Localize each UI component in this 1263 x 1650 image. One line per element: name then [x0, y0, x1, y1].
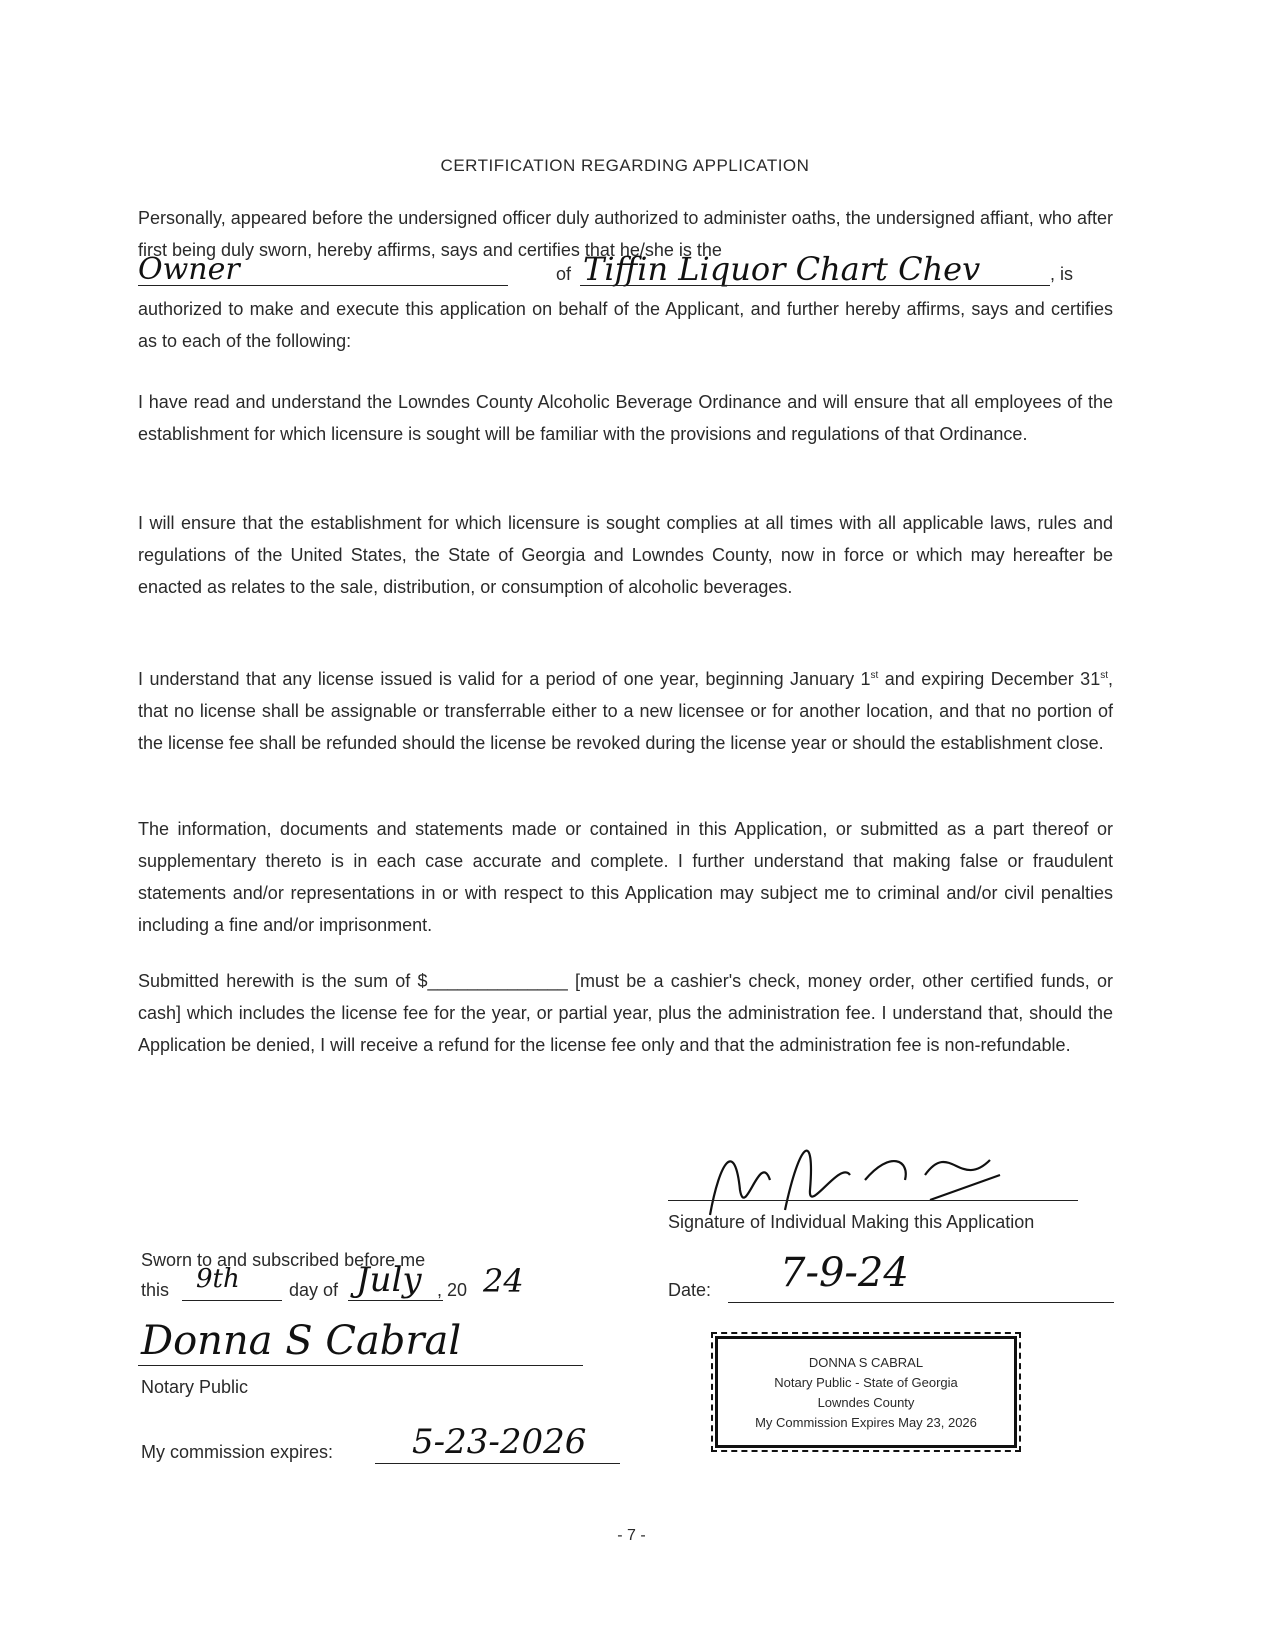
- sworn-text: Sworn to and subscribed before me: [141, 1250, 426, 1270]
- paragraph-fee: Submitted herewith is the sum of $______________ [must be a cashier's check, money order, other certified funds, or cash] which includes the license fee for the year, or partial year, plus the administration fee. I understand that, should the Application be denied, I will receive a refund for the license fee only and that the administration fee is non-refundable.: [138, 971, 1113, 1055]
- commission-label: My commission expires:: [141, 1442, 334, 1462]
- stamp-line-3: Lowndes County: [817, 1395, 915, 1410]
- day-of-label: day of: [289, 1280, 339, 1300]
- notary-public-label: Notary Public: [141, 1377, 249, 1397]
- notary-stamp: [715, 1336, 1017, 1448]
- paragraph-compliance: I will ensure that the establishment for which licensure is sought complies at all times with all applicable laws, rules and regulations of the United States, the State of Georgia and Lowndes County, now in force or which may hereafter be enacted as relates to the sale, distribution, or consumption of alcoholic beverages.: [138, 513, 1113, 597]
- notary-signature-line: [138, 1365, 583, 1366]
- this-label: this: [141, 1280, 170, 1300]
- paragraph-accuracy: The information, documents and statements made or contained in this Application, or submitted as a part thereof or supplementary thereto is in each case accurate and complete. I further understand that making false or fraudulent statements and/or representations in or with respect to this Application may subject me to criminal and/or civil penalties including a fine and/or imprisonment.: [138, 819, 1113, 935]
- paragraph-license-term: [138, 660, 1113, 759]
- handwritten-day: 9th: [196, 1264, 240, 1294]
- document-title: CERTIFICATION REGARDING APPLICATION: [440, 156, 810, 175]
- license-term-text-b: and expiring December 31: [878, 669, 1101, 689]
- day-line: [182, 1300, 282, 1301]
- signature-label: Signature of Individual Making this Application: [668, 1212, 1035, 1232]
- superscript-st-1: st: [870, 670, 879, 681]
- handwritten-commission-date: 5-23-2026: [412, 1422, 587, 1462]
- handwritten-date: 7-9-24: [780, 1250, 909, 1296]
- year-prefix: , 20: [437, 1280, 468, 1300]
- license-term-text-a: I understand that any license issued is valid for a period of one year, beginning January 1: [138, 669, 871, 689]
- notary-signature: Donna S Cabral: [141, 1318, 462, 1364]
- of-label: of: [556, 264, 572, 284]
- handwritten-year: 24: [483, 1262, 524, 1300]
- superscript-st-2: st: [1100, 670, 1108, 681]
- commission-line: [375, 1463, 620, 1464]
- stamp-name: DONNA S CABRAL: [808, 1355, 924, 1370]
- month-line: [348, 1300, 443, 1301]
- license-term-text-c: , that no license shall be assignable or transferrable either to a new licensee or for another location, and that no portion of the license fee shall be refunded should the license be revoked during the license year or should the establishment close.: [138, 669, 1114, 753]
- signature-line: [668, 1200, 1078, 1201]
- paragraph-ordinance: I have read and understand the Lowndes County Alcoholic Beverage Ordinance and will ensure that all employees of the establishment for which licensure is sought will be familiar with the provisions and regulations of that Ordinance.: [138, 392, 1113, 444]
- date-label: Date:: [668, 1280, 712, 1300]
- page-number: - 7 -: [617, 1527, 646, 1544]
- handwritten-month: July: [356, 1260, 422, 1300]
- stamp-line-4: My Commission Expires May 23, 2026: [755, 1415, 977, 1430]
- stamp-line-2: Notary Public - State of Georgia: [774, 1375, 958, 1390]
- handwritten-role: Owner: [138, 252, 240, 287]
- date-line: [728, 1302, 1114, 1303]
- business-fill-line: [580, 285, 1050, 286]
- handwritten-business-name: Tiffin Liquor Chart Chev: [583, 250, 981, 288]
- affiant-continuation: authorized to make and execute this application on behalf of the Applicant, and further hereby affirms, says and certifies as to each of the following:: [138, 299, 1113, 351]
- role-fill-line: [138, 285, 508, 286]
- is-label: , is: [1050, 264, 1074, 284]
- affiant-intro-text: Personally, appeared before the undersigned officer duly authorized to administer oaths, the undersigned affiant, who after first being duly sworn, hereby affirms, says and certifies that he/she is the: [138, 208, 1113, 260]
